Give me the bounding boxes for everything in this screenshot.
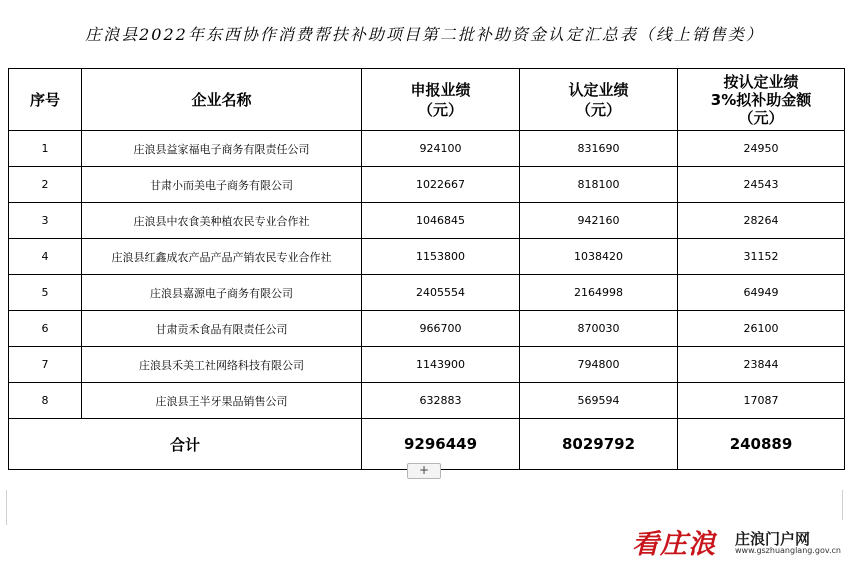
row-company: 庄浪县禾美工社网络科技有限公司 [82,347,362,383]
row-approved: 2164998 [520,275,678,311]
row-company: 庄浪县中农食美种植农民专业合作社 [82,203,362,239]
row-subsidy: 17087 [678,383,845,419]
page-margin-mark-left [6,490,7,525]
row-company: 甘肃小而美电子商务有限公司 [82,167,362,203]
row-index: 7 [9,347,82,383]
table-row [9,275,845,311]
row-declared: 632883 [362,383,520,419]
table-row [9,167,845,203]
row-approved: 1038420 [520,239,678,275]
row-declared: 1153800 [362,239,520,275]
row-index: 8 [9,383,82,419]
row-declared: 2405554 [362,275,520,311]
row-index: 1 [9,131,82,167]
row-index: 6 [9,311,82,347]
table-header-row [9,69,845,131]
row-index: 4 [9,239,82,275]
row-subsidy: 24950 [678,131,845,167]
table-row [9,131,845,167]
row-subsidy: 64949 [678,275,845,311]
row-subsidy: 24543 [678,167,845,203]
watermark-logo: 看庄浪 [632,529,716,560]
header-approved: 认定业绩 （元） [520,69,678,131]
total-approved: 8029792 [520,419,678,470]
watermark-site-name: 庄浪门户网 [735,530,811,548]
total-label: 合计 [9,419,362,470]
table-row [9,203,845,239]
row-subsidy: 26100 [678,311,845,347]
header-company: 企业名称 [82,69,362,131]
row-index: 5 [9,275,82,311]
row-company: 庄浪县王半牙果品销售公司 [82,383,362,419]
row-company: 庄浪县红鑫成农产品产品产销农民专业合作社 [82,239,362,275]
row-subsidy: 31152 [678,239,845,275]
row-approved: 569594 [520,383,678,419]
row-approved: 870030 [520,311,678,347]
row-declared: 1022667 [362,167,520,203]
table-total-row [9,419,845,470]
row-approved: 942160 [520,203,678,239]
row-declared: 924100 [362,131,520,167]
header-index: 序号 [9,69,82,131]
row-subsidy: 23844 [678,347,845,383]
page-margin-mark-right [842,490,843,520]
row-company: 庄浪县嘉源电子商务有限公司 [82,275,362,311]
document-title: 庄浪县2022年东西协作消费帮扶补助项目第二批补助资金认定汇总表（线上销售类） [85,25,764,44]
row-company: 甘肃贡禾食品有限责任公司 [82,311,362,347]
row-approved: 794800 [520,347,678,383]
table-row [9,239,845,275]
row-subsidy: 28264 [678,203,845,239]
row-declared: 1046845 [362,203,520,239]
header-declared: 申报业绩 （元） [362,69,520,131]
table-row [9,311,845,347]
watermark-url: www.gszhuanglang.gov.cn [735,546,841,555]
table-row [9,347,845,383]
row-approved: 831690 [520,131,678,167]
row-declared: 1143900 [362,347,520,383]
row-declared: 966700 [362,311,520,347]
add-row-button[interactable]: + [407,463,441,479]
row-company: 庄浪县益家福电子商务有限责任公司 [82,131,362,167]
header-subsidy: 按认定业绩 3%拟补助金额 （元） [678,69,845,131]
row-index: 2 [9,167,82,203]
subsidy-summary-table [8,68,845,470]
total-subsidy: 240889 [678,419,845,470]
row-index: 3 [9,203,82,239]
total-declared: 9296449 [362,419,520,470]
table-row [9,383,845,419]
row-approved: 818100 [520,167,678,203]
